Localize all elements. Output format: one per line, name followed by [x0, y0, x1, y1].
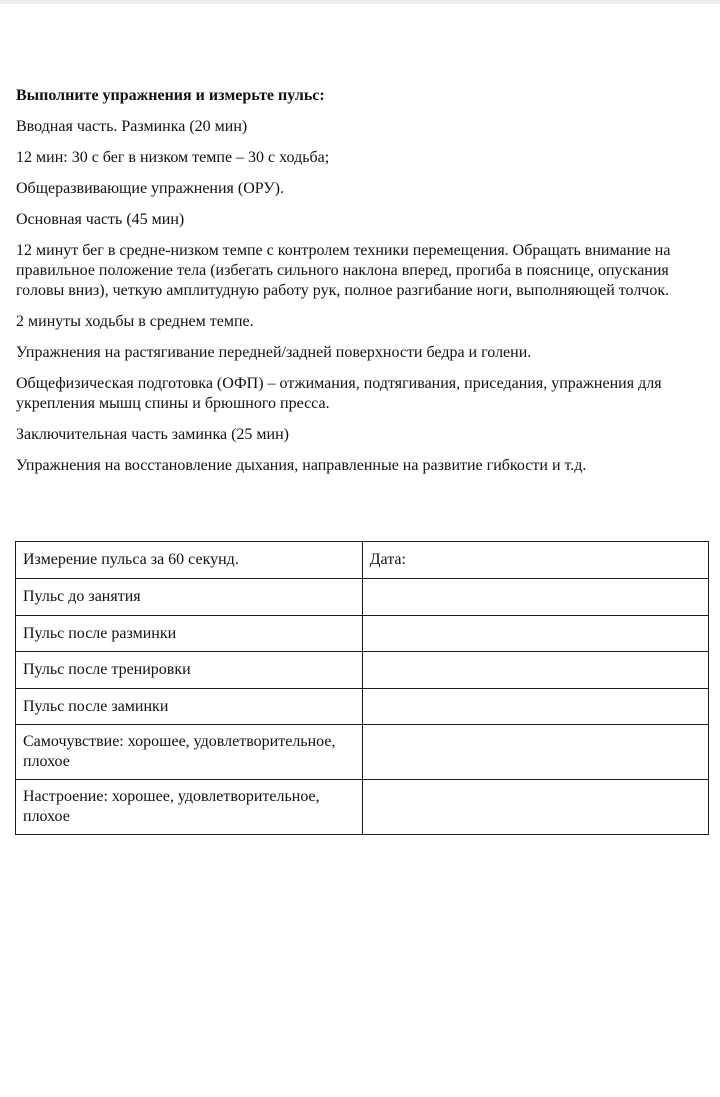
table-row [16, 689, 709, 725]
row-label-pulse-after-warmup: Пульс после разминки [16, 616, 363, 652]
row-label-mood: Настроение: хорошее, удовлетворительное, плохое [16, 780, 363, 835]
table-row [16, 780, 709, 835]
row-label-pulse-after-cooldown: Пульс после заминки [16, 689, 363, 725]
paragraph-stretch: Упражнения на растягивание передней/задней поверхности бедра и голени. [16, 344, 532, 361]
paragraph-ofp: Общефизическая подготовка (ОФП) – отжимания, подтягивания, приседания, упражнения для укрепления мышц спины и брюшного пресса. [16, 375, 662, 412]
paragraph-main-title: Основная часть (45 мин) [16, 211, 185, 228]
row-value-pulse-after-training[interactable] [362, 652, 708, 689]
table-row [16, 652, 709, 689]
paragraph-oru: Общеразвивающие упражнения (ОРУ). [16, 180, 284, 197]
table-header-date: Дата: [362, 542, 708, 579]
row-value-pulse-before[interactable] [362, 579, 708, 616]
row-value-wellbeing[interactable] [362, 725, 708, 780]
paragraph-cooldown-title: Заключительная часть заминка (25 мин) [16, 426, 289, 443]
row-value-mood[interactable] [362, 780, 708, 835]
paragraph-warmup-title: Вводная часть. Разминка (20 мин) [16, 118, 248, 135]
row-label-wellbeing: Самочувствие: хорошее, удовлетворительное, плохое [16, 725, 363, 780]
row-label-pulse-before: Пульс до занятия [16, 579, 363, 616]
table-row [16, 579, 709, 616]
paragraph-warmup-run: 12 мин: 30 с бег в низком темпе – 30 с ходьба; [16, 149, 330, 166]
pulse-table [15, 541, 709, 835]
row-label-pulse-after-training: Пульс после тренировки [16, 652, 363, 689]
table-row [16, 725, 709, 780]
table-header-row [16, 542, 709, 579]
paragraph-main-run: 12 минут бег в средне-низком темпе с контролем техники перемещения. Обращать внимание на правильное положение тела (избегать сильного наклона вперед, прогиба в пояснице, опускания головы вниз), четкую амплитудную работу рук, полное разгибание ноги, выполняющей толчок. [16, 242, 671, 299]
page-heading: Выполните упражнения и измерьте пульс: [16, 87, 325, 104]
row-value-pulse-after-warmup[interactable] [362, 616, 708, 652]
paragraph-walk: 2 минуты ходьбы в среднем темпе. [16, 313, 254, 330]
top-edge-bar [0, 0, 720, 4]
table-row [16, 616, 709, 652]
paragraph-breathing: Упражнения на восстановление дыхания, направленные на развитие гибкости и т.д. [16, 457, 587, 474]
row-value-pulse-after-cooldown[interactable] [362, 689, 708, 725]
instructions-section [16, 86, 712, 487]
table-header-measure: Измерение пульса за 60 секунд. [16, 542, 363, 579]
